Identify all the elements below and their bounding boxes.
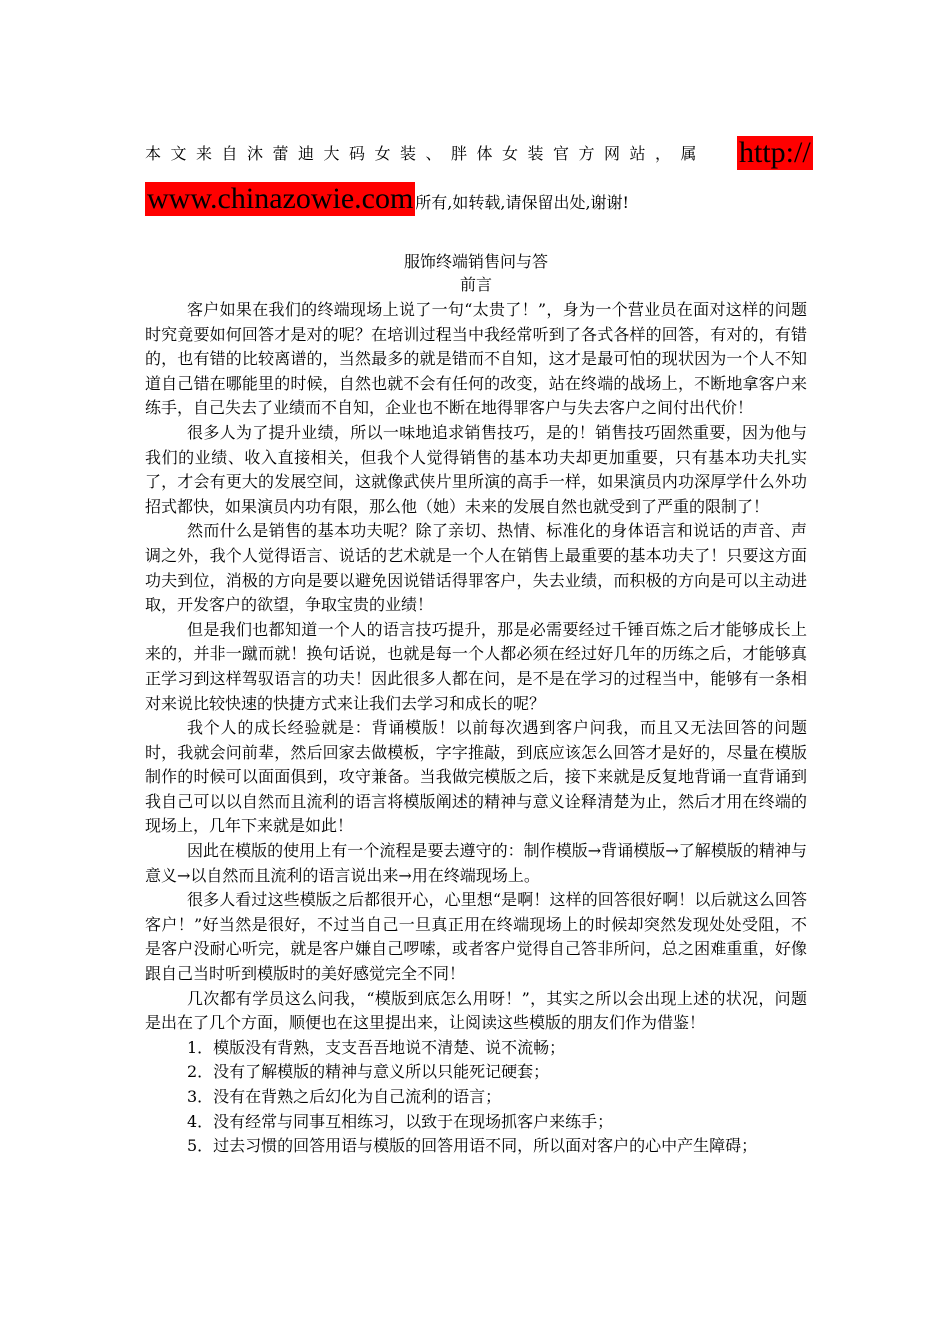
source-notice-line1 xyxy=(145,136,811,169)
source-notice-text: 本文来自沐蕾迪大码女装、胖体女装官方网站，属 xyxy=(145,144,707,163)
body-paragraph: 但是我们也都知道一个人的语言技巧提升，那是必需要经过千锤百炼之后才能够成长上来的，并非一蹴而就！换句话说，也就是每一个人都必须在经过好几年的历练之后，才能够真正学习到这样驾驭语言的功夫！因此很多人都在问，是不是在学习的过程当中，能够有一条相对来说比较快速的快捷方式来让我们去学习和成长的呢？ xyxy=(145,619,807,713)
body-paragraph: 几次都有学员这么问我，“模版到底怎么用呀！”，其实之所以会出现上述的状况，问题是出在了几个方面，顺便也在这里提出来，让阅读这些模版的朋友们作为借鉴！ xyxy=(145,988,807,1033)
body-paragraph: 很多人看过这些模版之后都很开心，心里想“是啊！这样的回答很好啊！以后就这么回答客户！”好当然是很好，不过当自己一旦真正用在终端现场上的时候却突然发现处处受阻，不是客户没耐心听完，就是客户嫌自己啰嗦，或者客户觉得自己答非所问，总之困难重重，好像跟自己当时听到模版时的美好感觉完全不同！ xyxy=(145,890,807,984)
body-paragraph: 因此在模版的使用上有一个流程是要去遵守的：制作模版→背诵模版→了解模版的精神与意义→以自然而且流利的语言说出来→用在终端现场上。 xyxy=(145,841,807,885)
body-paragraph: 然而什么是销售的基本功夫呢？除了亲切、热情、标准化的身体语言和说话的声音、声调之外，我个人觉得语言、说话的艺术就是一个人在销售上最重要的基本功夫了！只要这方面功夫到位，消极的方向是要以避免因说错话得罪客户，失去业绩，而积极的方向是可以主动进取，开发客户的欲望，争取宝贵的业绩！ xyxy=(145,521,807,615)
source-url-part1[interactable]: http:// xyxy=(739,136,811,169)
section-heading-preface: 前言 xyxy=(459,275,492,294)
list-item: 1．模版没有背熟，支支吾吾地说不清楚、说不流畅； xyxy=(187,1037,566,1057)
numbered-list xyxy=(145,1036,807,1159)
document-body xyxy=(145,298,807,1159)
source-url-part2[interactable]: www.chinazowie.com xyxy=(147,182,414,215)
list-item: 5．过去习惯的回答用语与模版的回答用语不同，所以面对客户的心中产生障碍； xyxy=(187,1136,758,1156)
body-paragraph: 很多人为了提升业绩，所以一味地追求销售技巧，是的！销售技巧固然重要，因为他与我们的业绩、收入直接相关，但我个人觉得销售的基本功夫却更加重要，只有基本功夫扎实了，才会有更大的发展空间，这就像武侠片里所演的高手一样，如果演员内功深厚学什么外功招式都快，如果演员内功有限，那么他（她）未来的发展自然也就受到了严重的限制了！ xyxy=(145,422,807,516)
document-title: 服饰终端销售问与答 xyxy=(403,252,548,271)
copyright-notice: 所有,如转载,请保留出处,谢谢! xyxy=(415,193,629,212)
body-paragraph: 客户如果在我们的终端现场上说了一句“太贵了！”，身为一个营业员在面对这样的问题时究竟要如何回答才是对的呢？在培训过程当中我经常听到了各式各样的回答，有对的，有错的，也有错的比较离谱的，当然最多的就是错而不自知，这才是最可怕的现状因为一个人不知道自己错在哪能里的时候，自然也就不会有任何的改变，站在终端的战场上，不断地拿客户来练手，自己失去了业绩而不自知，企业也不断在地得罪客户与失去客户之间付出代价！ xyxy=(145,300,807,418)
list-item: 3．没有在背熟之后幻化为自己流利的语言； xyxy=(187,1087,502,1106)
source-notice-line2 xyxy=(145,182,807,221)
list-item: 4．没有经常与同事互相练习，以致于在现场抓客户来练手； xyxy=(187,1111,614,1131)
list-item: 2．没有了解模版的精神与意义所以只能死记硬套； xyxy=(187,1062,550,1082)
body-paragraph: 我个人的成长经验就是：背诵模版！以前每次遇到客户问我，而且又无法回答的问题时，我就会问前辈，然后回家去做模板，字字推敲，到底应该怎么回答才是好的，尽量在模版制作的时候可以面面俱到，攻守兼备。当我做完模版之后，接下来就是反复地背诵一直背诵到我自己可以以自然而且流利的语言将模版阐述的精神与意义诠释清楚为止，然后才用在终端的现场上，几年下来就是如此！ xyxy=(145,718,807,836)
